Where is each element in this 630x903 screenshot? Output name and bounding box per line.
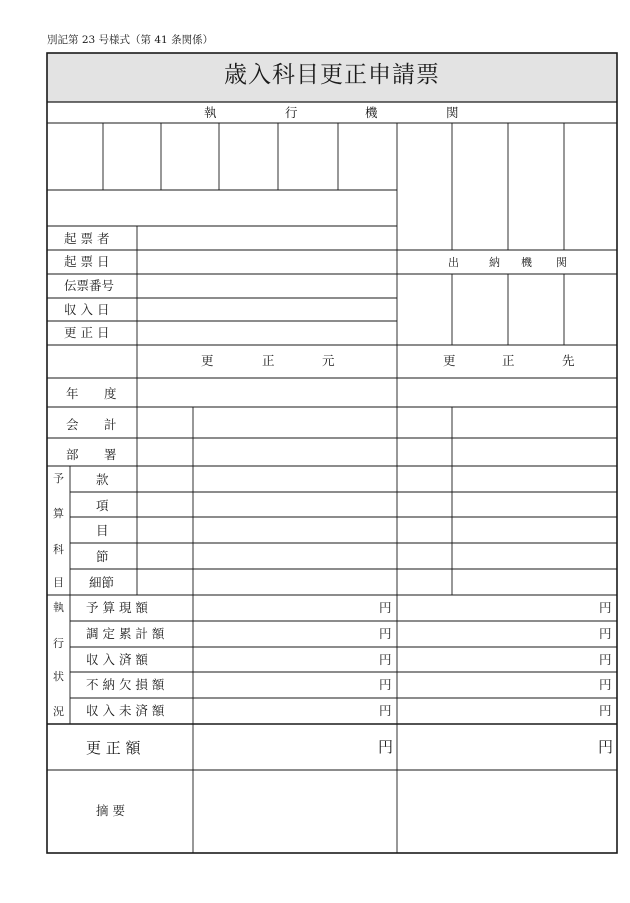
after-header-char-3: 先: [562, 353, 575, 368]
exec-item-received: 収 入 済 額: [86, 652, 148, 667]
budget-item-kou: 項: [96, 498, 109, 513]
before-header-char-2: 正: [262, 353, 275, 368]
exec-group-char-1: 執: [53, 601, 64, 614]
exec-group-char-3: 状: [53, 670, 64, 683]
exec-item-unreceived: 収 入 未 済 額: [86, 703, 165, 718]
exec-group-char-4: 況: [53, 705, 64, 718]
execution-agency-char-4: 関: [446, 105, 459, 120]
after-header-char-2: 正: [502, 353, 515, 368]
yen-unit-before-5: 円: [379, 703, 392, 718]
account-char-2: 計: [104, 417, 117, 432]
budget-group-char-2: 算: [53, 507, 64, 520]
yen-unit-before-2: 円: [379, 626, 392, 641]
slip-number-label: 伝票番号: [64, 278, 115, 293]
before-header-char-1: 更: [201, 353, 214, 368]
exec-item-assessed-total: 調 定 累 計 額: [86, 626, 165, 641]
cashier-agency-char-4: 関: [556, 256, 567, 269]
correction-amount-label: 更 正 額: [86, 739, 141, 757]
execution-agency-char-2: 行: [285, 105, 298, 120]
yen-unit-after-2: 円: [599, 626, 612, 641]
execution-agency-char-1: 執: [204, 105, 217, 120]
cashier-agency-char-3: 機: [521, 256, 532, 269]
yen-unit-after-3: 円: [599, 652, 612, 667]
yen-unit-before-3: 円: [379, 652, 392, 667]
yen-unit-after-4: 円: [599, 677, 612, 692]
exec-item-deficit-loss: 不 納 欠 損 額: [86, 677, 165, 692]
correction-amount-yen-after: 円: [598, 738, 614, 756]
budget-item-saisetsu: 細節: [89, 575, 115, 590]
yen-unit-after-5: 円: [599, 703, 612, 718]
execution-agency-char-3: 機: [365, 105, 378, 120]
cashier-agency-char-2: 納: [489, 256, 500, 269]
form-title: 歳入科目更正申請票: [224, 62, 440, 88]
exec-item-budget-current: 予 算 現 額: [86, 600, 148, 615]
draft-date-label: 起 票 日: [64, 254, 110, 269]
department-char-2: 署: [104, 447, 117, 462]
summary-label: 摘 要: [96, 803, 125, 818]
yen-unit-before-1: 円: [379, 600, 392, 615]
fiscal-year-char-2: 度: [104, 386, 117, 401]
budget-group-char-4: 目: [53, 576, 64, 589]
receipt-date-label: 収 入 日: [64, 302, 110, 317]
budget-group-char-3: 科: [53, 543, 64, 556]
budget-group-char-1: 予: [53, 472, 64, 485]
drafter-label: 起 票 者: [64, 231, 110, 246]
fiscal-year-char-1: 年: [66, 386, 79, 401]
correction-amount-yen-before: 円: [378, 738, 394, 756]
account-char-1: 会: [66, 417, 79, 432]
after-header-char-1: 更: [443, 353, 456, 368]
budget-item-kan: 款: [96, 472, 109, 487]
yen-unit-after-1: 円: [599, 600, 612, 615]
form-number-note: 別記第 23 号様式（第 41 条関係）: [47, 34, 214, 46]
exec-group-char-2: 行: [53, 637, 64, 650]
before-header-char-3: 元: [322, 353, 335, 368]
correction-date-label: 更 正 日: [64, 325, 110, 340]
department-char-1: 部: [66, 447, 79, 462]
yen-unit-before-4: 円: [379, 677, 392, 692]
cashier-agency-char-1: 出: [448, 256, 459, 269]
budget-item-setsu: 節: [96, 549, 109, 564]
budget-item-moku: 目: [96, 523, 109, 538]
